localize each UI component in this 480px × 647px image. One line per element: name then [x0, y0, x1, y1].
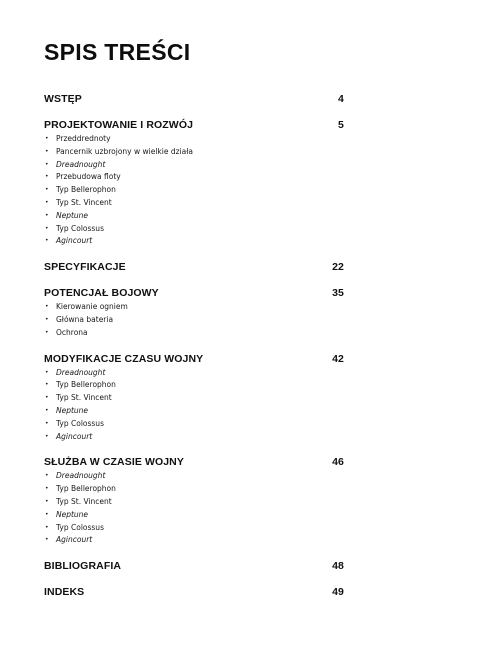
bullet-icon: • [45, 211, 49, 219]
toc-list [44, 92, 344, 599]
toc-subsection-item[interactable] [44, 418, 344, 431]
toc-section [44, 352, 344, 444]
toc-subsection-text: Typ Colossus [56, 223, 104, 233]
toc-page-number: 22 [332, 261, 344, 274]
toc-subsection-item[interactable] [44, 223, 344, 236]
bullet-icon: • [45, 328, 49, 336]
toc-section-label: SŁUŻBA W CZASIE WOJNY [44, 456, 184, 469]
bullet-icon: • [45, 510, 49, 518]
toc-subsection-list [44, 367, 344, 444]
toc-subsection-text: Przebudowa floty [56, 172, 121, 182]
toc-subsection-text: Typ St. Vincent [56, 393, 112, 403]
toc-subsection-item[interactable] [44, 367, 344, 380]
bullet-icon: • [45, 237, 49, 245]
toc-subsection-item[interactable] [44, 522, 344, 535]
toc-subsection-item[interactable] [44, 146, 344, 159]
toc-subsection-item[interactable] [44, 197, 344, 210]
toc-section [44, 585, 344, 599]
toc-subsection-text: Ochrona [56, 327, 88, 337]
toc-section-heading[interactable] [44, 260, 344, 274]
toc-subsection-item[interactable] [44, 379, 344, 392]
toc-section-heading[interactable] [44, 92, 344, 106]
toc-subsection-text: Typ Bellerophon [56, 484, 116, 494]
toc-subsection-text: Dreadnought [56, 471, 106, 481]
bullet-icon: • [45, 303, 49, 311]
toc-section-label: WSTĘP [44, 93, 82, 105]
toc-section-heading[interactable] [44, 455, 344, 469]
toc-section-heading[interactable] [44, 352, 344, 366]
toc-subsection-item[interactable] [44, 159, 344, 172]
toc-subsection-text: Typ Colossus [56, 418, 104, 428]
toc-subsection-list [44, 133, 344, 248]
toc-subsection-text: Agincourt [56, 431, 93, 441]
page-title: SPIS TREŚCI [44, 39, 191, 65]
toc-page [44, 38, 344, 611]
toc-section-label: MODYFIKACJE CZASU WOJNY [44, 352, 204, 365]
toc-subsection-text: Typ Bellerophon [56, 185, 116, 195]
toc-section [44, 118, 344, 248]
bullet-icon: • [45, 198, 49, 206]
bullet-icon: • [45, 381, 49, 389]
bullet-icon: • [45, 135, 49, 142]
bullet-icon: • [45, 523, 49, 531]
toc-subsection-text: Neptune [56, 405, 89, 415]
toc-subsection-item[interactable] [44, 534, 344, 547]
bullet-icon: • [45, 472, 49, 480]
toc-section [44, 260, 344, 274]
bullet-icon: • [45, 147, 49, 155]
toc-subsection-text: Neptune [56, 210, 89, 220]
bullet-icon: • [45, 485, 49, 493]
toc-subsection-text: Dreadnought [56, 367, 106, 377]
toc-section-label: INDEKS [44, 586, 85, 599]
bullet-icon: • [45, 406, 49, 414]
toc-section-label: POTENCJAŁ BOJOWY [44, 287, 159, 300]
bullet-icon: • [45, 173, 49, 181]
toc-subsection-item[interactable] [44, 314, 344, 327]
bullet-icon: • [45, 315, 49, 323]
toc-section [44, 559, 344, 573]
toc-subsection-item[interactable] [44, 327, 344, 340]
bullet-icon: • [45, 432, 49, 440]
toc-subsection-item[interactable] [44, 470, 344, 483]
toc-subsection-item[interactable] [44, 301, 344, 314]
toc-subsection-text: Typ Bellerophon [56, 380, 116, 390]
bullet-icon: • [45, 497, 49, 505]
toc-section-label: PROJEKTOWANIE I ROZWÓJ [44, 119, 194, 131]
toc-page-number: 5 [338, 119, 344, 131]
toc-subsection-text: Główna bateria [56, 314, 114, 324]
toc-subsection-text: Pancernik uzbrojony w wielkie działa [56, 146, 193, 156]
bullet-icon: • [45, 368, 49, 376]
toc-section [44, 455, 344, 547]
bullet-icon: • [45, 186, 49, 194]
bullet-icon: • [45, 160, 49, 168]
toc-subsection-text: Neptune [56, 509, 89, 519]
toc-subsection-list [44, 301, 344, 339]
toc-section [44, 286, 344, 339]
toc-subsection-text: Typ St. Vincent [56, 496, 112, 506]
bullet-icon: • [45, 419, 49, 427]
toc-subsection-item[interactable] [44, 483, 344, 496]
toc-subsection-text: Agincourt [56, 535, 93, 545]
toc-subsection-item[interactable] [44, 392, 344, 405]
toc-page-number: 49 [332, 586, 344, 599]
toc-section [44, 92, 344, 106]
toc-page-number: 42 [332, 352, 344, 365]
toc-subsection-item[interactable] [44, 496, 344, 509]
toc-subsection-item[interactable] [44, 509, 344, 522]
toc-section-heading[interactable] [44, 286, 344, 300]
toc-page-number: 35 [332, 287, 344, 300]
toc-subsection-item[interactable] [44, 210, 344, 223]
toc-subsection-text: Typ Colossus [56, 522, 104, 532]
toc-subsection-text: Typ St. Vincent [56, 197, 112, 207]
toc-subsection-text: Kierowanie ogniem [56, 302, 128, 312]
toc-section-heading[interactable] [44, 118, 344, 132]
toc-section-label: SPECYFIKACJE [44, 261, 126, 274]
toc-subsection-item[interactable] [44, 133, 344, 146]
toc-subsection-item[interactable] [44, 235, 344, 248]
toc-subsection-list [44, 470, 344, 547]
toc-page-number: 4 [338, 93, 344, 105]
toc-section-label: BIBLIOGRAFIA [44, 560, 122, 573]
toc-page-number: 46 [332, 456, 344, 469]
toc-subsection-text: Dreadnought [56, 159, 106, 169]
toc-subsection-text: Agincourt [56, 236, 93, 246]
toc-subsection-item[interactable] [44, 184, 344, 197]
bullet-icon: • [45, 536, 49, 544]
bullet-icon: • [45, 394, 49, 402]
toc-page-number: 48 [332, 560, 344, 573]
toc-section-heading[interactable] [44, 585, 344, 599]
toc-subsection-text: Przeddrednoty [56, 134, 111, 143]
toc-subsection-item[interactable] [44, 431, 344, 444]
toc-subsection-item[interactable] [44, 405, 344, 418]
toc-subsection-item[interactable] [44, 171, 344, 184]
toc-section-heading[interactable] [44, 559, 344, 573]
bullet-icon: • [45, 224, 49, 232]
